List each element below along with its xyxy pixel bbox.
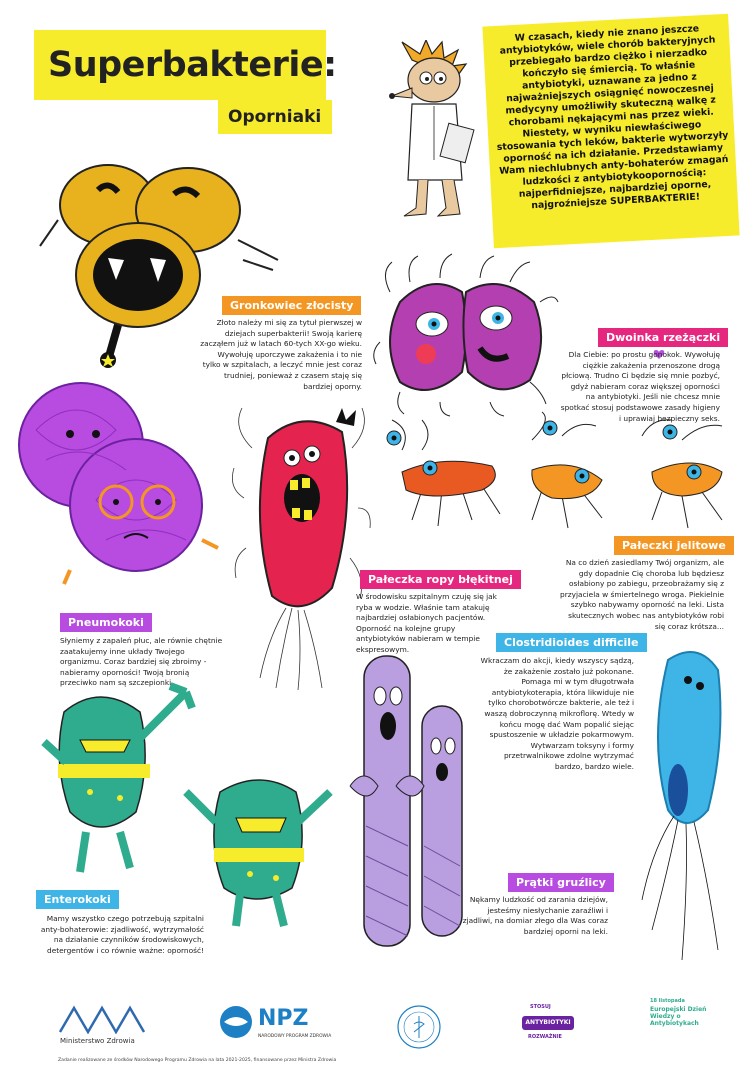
clostridioides-illustration <box>638 640 728 970</box>
text-pratki: Nękamy ludzkość od zarania dziejów, jesteśmy niesłychanie zaraźliwi i zjadliwi, na domiar złego dla Was coraz bardziej oporni na leki. <box>462 895 608 936</box>
paleczki-jelitowe-illustration <box>382 410 742 540</box>
pneumokoki-illustration <box>6 370 226 590</box>
npz-logo-icon <box>218 1004 256 1040</box>
page-subtitle: Oporniaki <box>228 107 322 127</box>
label-paleczki-jelitowe: Pałeczki jelitowe <box>614 536 734 555</box>
intro-box <box>482 14 739 249</box>
intro-text: W czasach, kiedy nie znano jeszcze antybiotyków, wiele chorób bakteryjnych przebiegało bardzo ciężko i nierzadko kończyło się śmiercią. To właśnie antybiotyki, uznawane za jedno z najważniejszych osiągnięć nowoczesnej medycyny umożliwiły skuteczną walkę z chorobami nękającymi nas przez wieki. Niestety, w wyniku niewłaściwego stosowania tych leków, bakterie wytworzyły oporność na ich działanie. Przedstawiamy Wam niechlubnych anty-bohaterów zmagań ludzkości z antybiotykoopornością: najperfidniejsze, najbardziej oporne, najgroźniejsze SUPERBAKTERIE! <box>496 23 729 212</box>
eu-title: Europejski Dzień Wiedzy o Antybiotykach <box>650 1006 707 1027</box>
label-pratki: Prątki gruźlicy <box>508 873 614 892</box>
label-enterokoki: Enterokoki <box>36 890 119 909</box>
label-dwoinka: Dwoinka rzeżączki <box>598 328 728 347</box>
label-clostridioides: Clostridioides difficile <box>496 633 647 652</box>
hedgehog-doctor-illustration <box>382 40 492 220</box>
subtitle-banner <box>218 100 332 134</box>
label-gronkowiec: Gronkowiec złocisty <box>222 296 361 315</box>
badge-top-text: STOSUJ <box>530 1004 551 1010</box>
footer-note: Zadanie realizowane ze środków Narodowego Programu Zdrowia na lata 2021-2025, finansowane przez Ministra Zdrowia <box>58 1058 337 1063</box>
ministry-name: Ministerstwo Zdrowia <box>60 1037 135 1045</box>
label-pneumokoki: Pneumokoki <box>60 613 152 632</box>
badge-bottom-text: ROZWAŻNIE <box>528 1034 562 1040</box>
eu-antibiotic-day-logo <box>640 998 712 1048</box>
pratki-gruzlicy-illustration <box>348 646 478 948</box>
page-title: Superbakterie: <box>48 45 337 85</box>
text-gronkowiec: Złoto należy mi się za tytuł pierwszej w dziejach superbakterii! Swoją karierę zacząłem już w latach 60-tych XX-go wieku. Wywołuję uporczywe zakażenia i to nie tylko w szpitalach, a leczyć mnie jest coraz trudniej, ponieważ z czasem staję się bardziej oporny. <box>200 318 362 391</box>
dwoinka-illustration <box>370 252 560 417</box>
ministry-logo <box>58 1004 150 1034</box>
badge-main-text: ANTYBIOTYKI <box>522 1016 574 1030</box>
text-clostridioides: Wkraczam do akcji, kiedy wszyscy sądzą, że zakażenie zostało już pokonane. Pomaga mi w tym długotrwała antybiotykoterapia, która likwiduje nie tylko chorobotwórcze bakterie, ale też i waszą dobroczynną mikroflorę. Wtedy w końcu mogę dać Wam popalić siejąc spustoszenie w układzie pokarmowym. Wytwarzam toksyny i formy przetrwalnikowe zdolne wytrzymać bardzo, bardzo wiele. <box>480 656 634 771</box>
text-paleczki-jelitowe: Na co dzień zasiedlamy Twój organizm, ale gdy dopadnie Cię choroba lub będziesz osłabiony po zabiegu, przeobrażamy się z przyjaciela w śmiertelnego wroga. Piekielnie szybko nabywamy oporność na leki. Lista skutecznych wobec nas antybiotyków robi się coraz krótsza... <box>560 558 725 631</box>
institute-seal-icon <box>396 1004 442 1050</box>
text-enterokoki: Mamy wszystko czego potrzebują szpitalni anty-bohaterowie: zjadliwość, wytrzymałość na działanie czynników środowiskowych, detergentów i co równie ważne: oporność! <box>40 914 204 955</box>
eu-date: 18 listopada <box>650 998 685 1004</box>
npz-subtext: NARODOWY PROGRAM ZDROWIA <box>258 1034 332 1039</box>
text-pneumokoki: Słyniemy z zapaleń płuc, ale równie chętnie zaatakujemy inne układy Twojego organizmu. Coraz bardziej się zbroimy - nabieramy oporności! Twoją bronią przeciwko nam są szczepionki. <box>60 636 223 688</box>
antibiotic-badge <box>522 1004 574 1046</box>
text-dwoinka: Dla Ciebie: po prostu gonokok. Wywołuję ciężkie zakażenia przenoszone drogą płciową. Trudno Ci będzie się mnie pozbyć, gdyż nabieram coraz większej oporności na antybiotyki. Jeśli nie chcesz mnie spotkać stosuj podstawowe zasady higieny i uprawiaj bezpieczny seks. <box>560 350 720 423</box>
text-paleczka-ropy: W środowisku szpitalnym czuję się jak ryba w wodzie. Właśnie tam atakuję najbardziej osłabionych pacjentów. Oporność na kolejne grupy antybiotyków nabieram w tempie ekspresowym. <box>356 592 497 654</box>
label-paleczka-ropy: Pałeczka ropy błękitnej <box>360 570 521 589</box>
npz-logo-text: NPZ <box>258 1006 309 1031</box>
title-banner <box>34 30 337 100</box>
